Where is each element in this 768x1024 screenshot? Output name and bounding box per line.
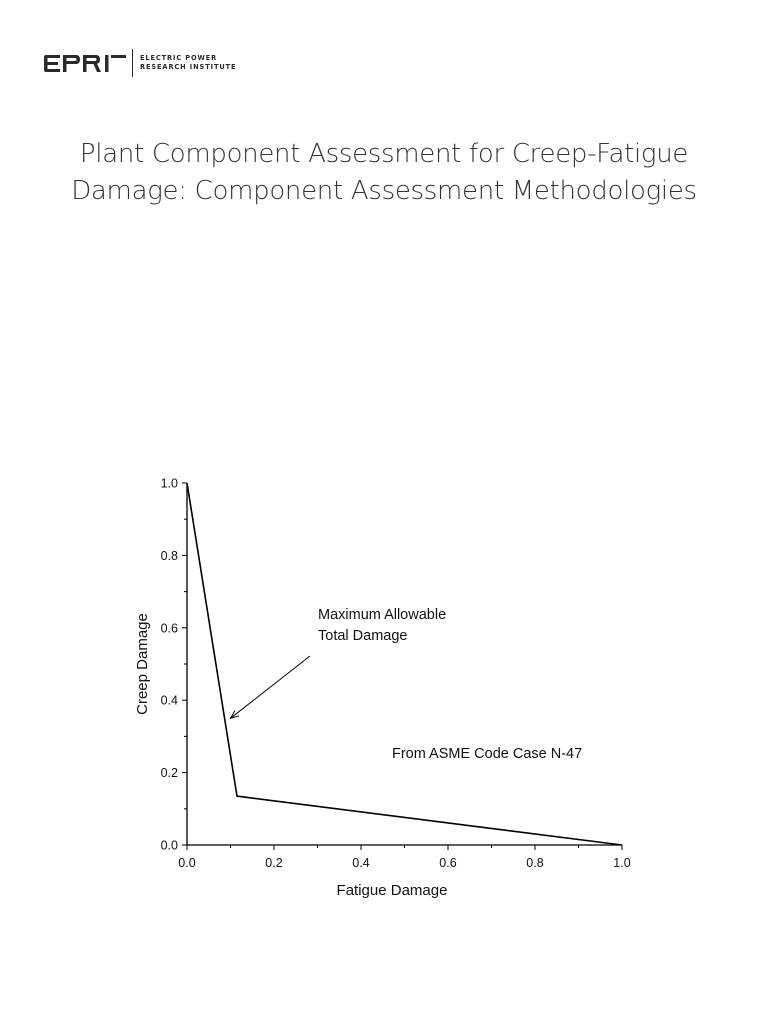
chart-ticks (161, 477, 631, 871)
epri-logo-icon (44, 55, 126, 72)
x-tick-label: 0.2 (265, 856, 283, 870)
y-tick-label: 0.4 (160, 693, 178, 708)
x-tick-label: 0.4 (352, 856, 370, 870)
x-tick-label: 0.8 (526, 856, 544, 870)
x-axis-label: Fatigue Damage (336, 882, 448, 899)
epri-logo (44, 49, 236, 77)
annotation-max-allowable-line1: Maximum Allowable (318, 607, 447, 623)
chart-series (187, 483, 622, 845)
chart-axes (187, 483, 622, 845)
annotation-arrow (230, 656, 310, 718)
y-tick-label: 0.0 (160, 838, 178, 853)
y-axis-label: Creep Damage (134, 613, 151, 715)
annotation-max-allowable-line2: Total Damage (318, 628, 408, 644)
x-tick-label: 0.0 (178, 856, 196, 870)
page-title (0, 136, 768, 210)
page-title-line2: Damage: Component Assessment Methodologies (71, 176, 697, 206)
x-tick-label: 0.6 (439, 856, 457, 870)
creep-fatigue-chart (120, 462, 650, 912)
page-title-line1: Plant Component Assessment for Creep-Fatigue (79, 139, 689, 169)
y-tick-label: 0.6 (160, 621, 178, 636)
logo-divider (132, 49, 133, 77)
y-tick-label: 1.0 (160, 476, 178, 491)
logo-org-line2: RESEARCH INSTITUTE (140, 63, 237, 71)
annotation-source: From ASME Code Case N-47 (392, 746, 583, 762)
damage-envelope-line (187, 483, 622, 845)
x-tick-label: 1.0 (613, 856, 631, 870)
chart-annotations (230, 607, 582, 762)
y-tick-label: 0.2 (160, 766, 178, 781)
y-tick-label: 0.8 (160, 548, 178, 563)
logo-org-line1: ELECTRIC POWER (140, 53, 218, 62)
logo-org-name (140, 54, 236, 73)
